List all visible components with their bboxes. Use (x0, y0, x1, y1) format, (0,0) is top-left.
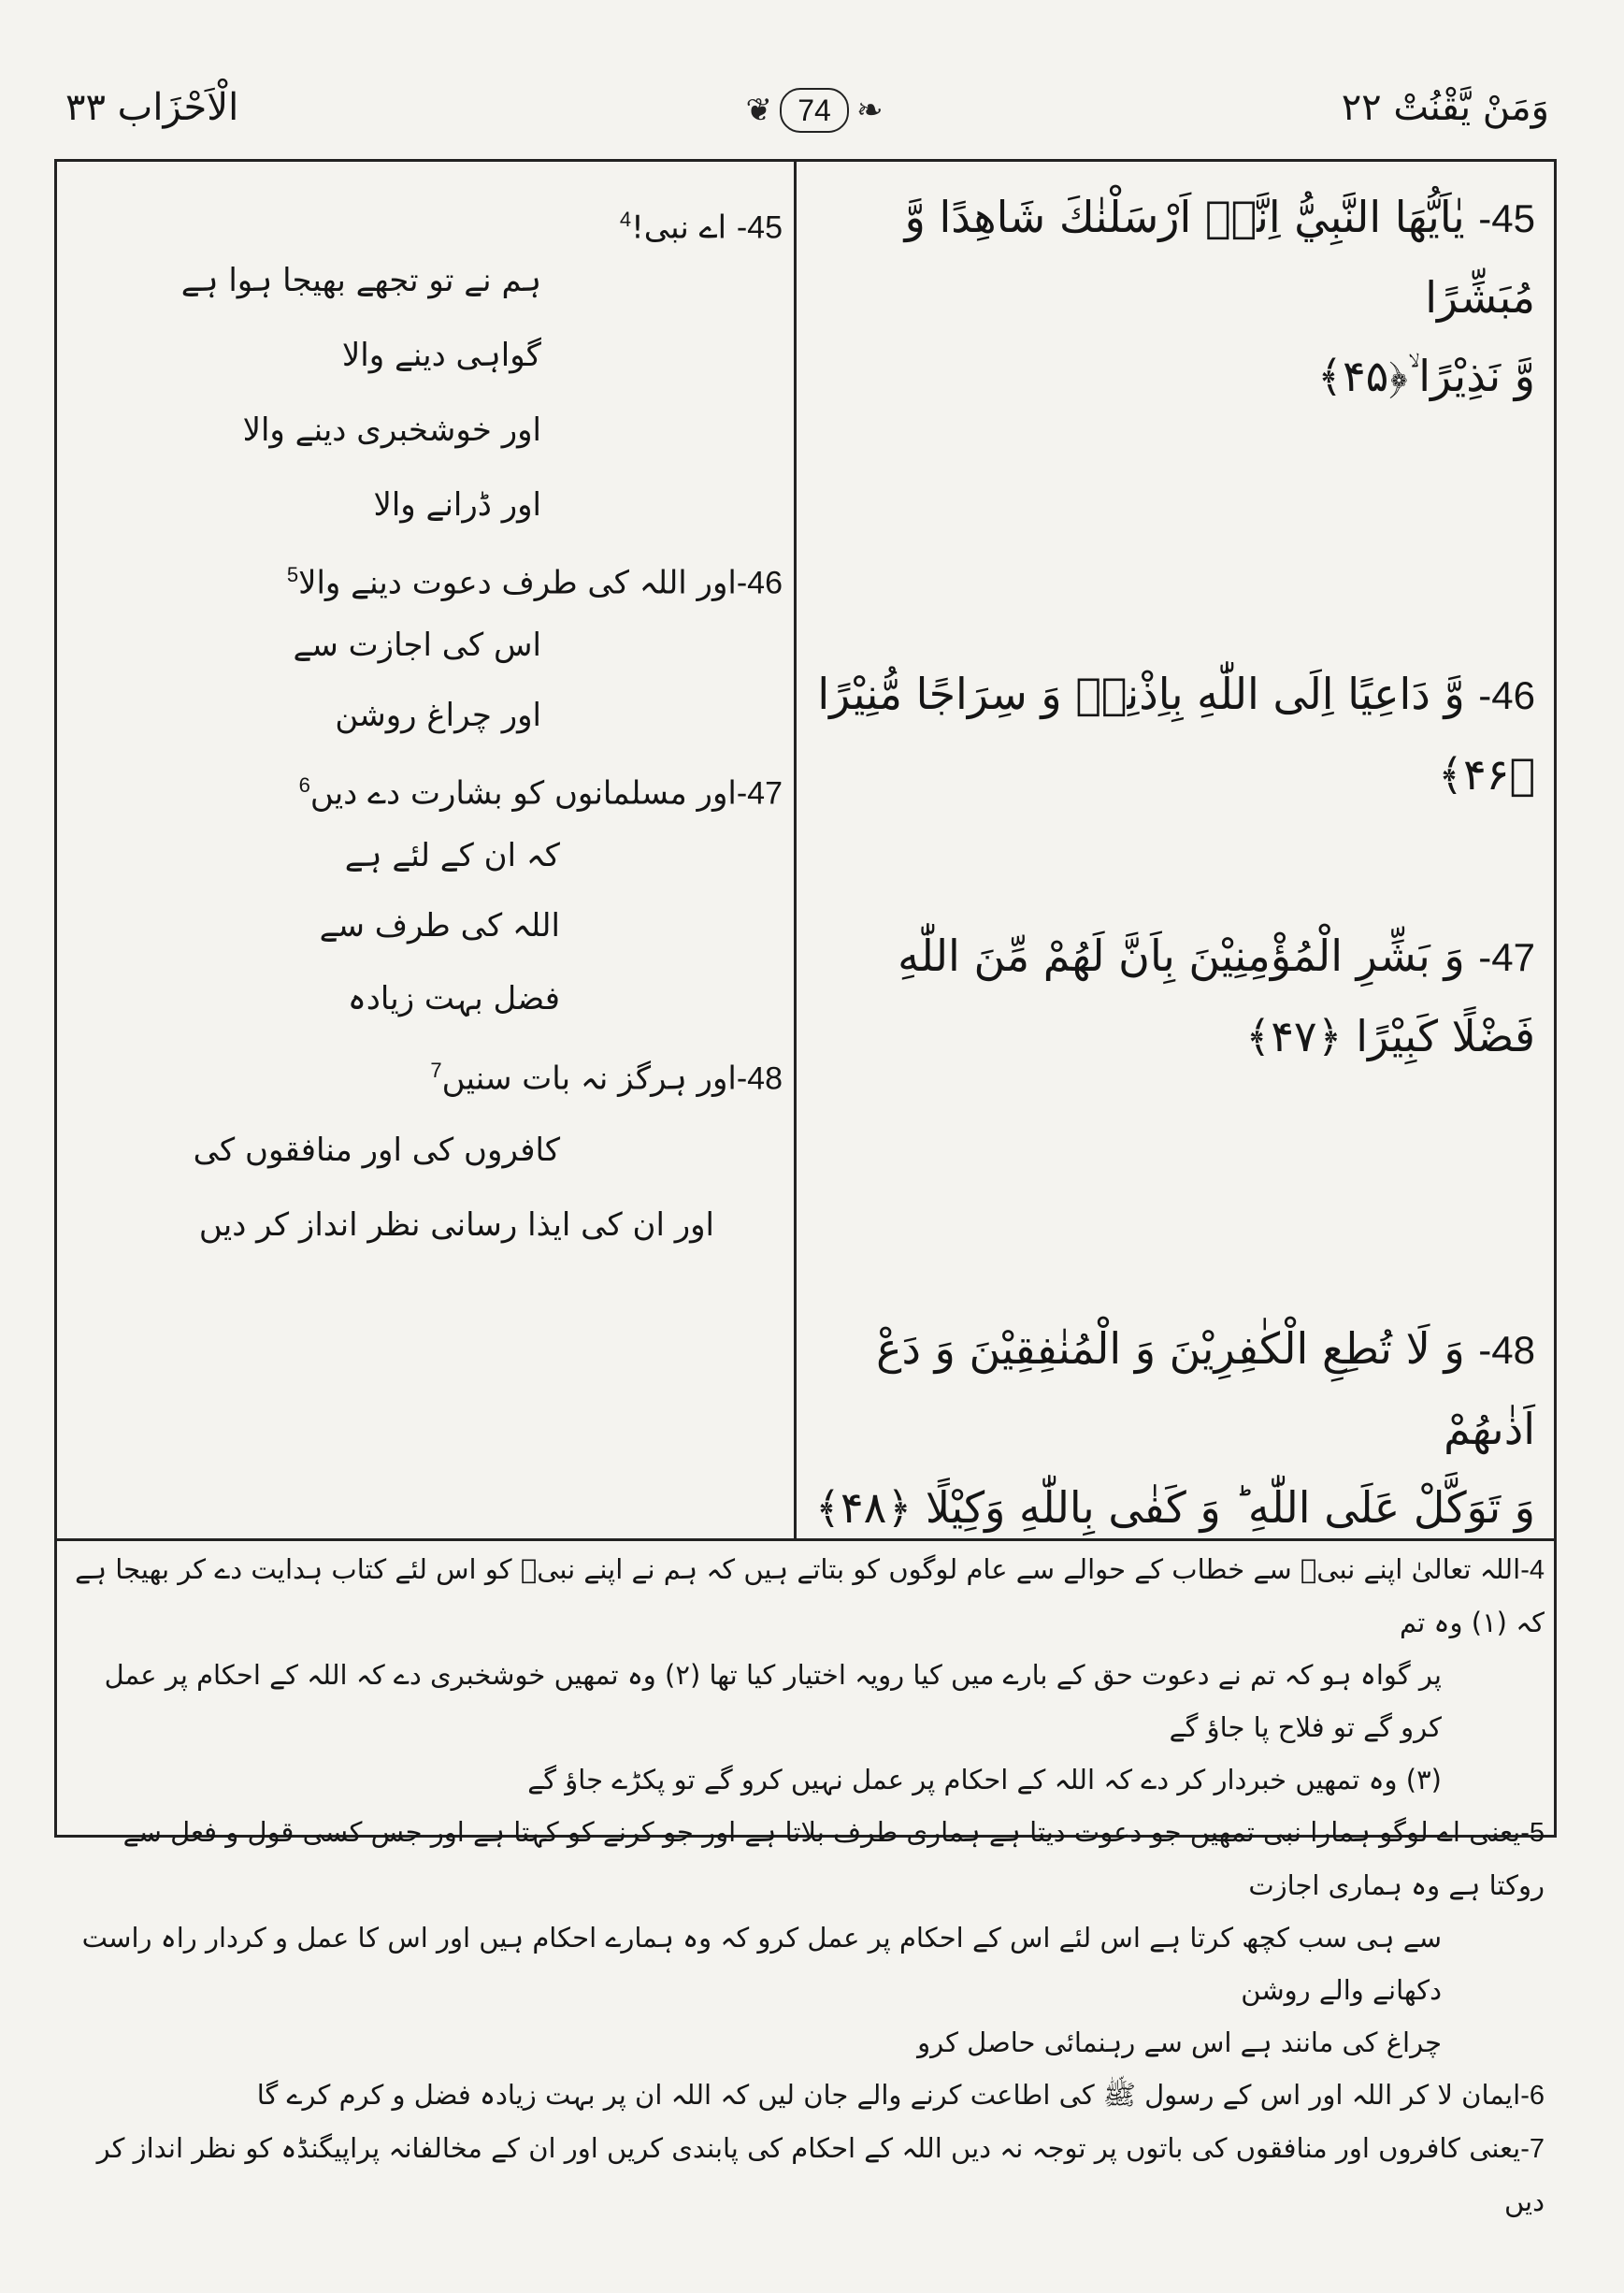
footnote-4 (67, 1543, 1545, 1649)
ayah-text: يٰاَيُّهَا النَّبِيُّ اِنَّاۤ اَرْسَلْنٰكَ شَاهِدًا وَّ مُبَشِّرًا (904, 192, 1535, 323)
footnote-text: یعنی اے لوگو ہمارا نبی تمھیں جو دعوت دیتا ہے ہماری طرف بلاتا ہے اور جو کرنے کو کہتا ہے اور جس کسی قول و فعل سے روکتا ہے وہ ہماری اجازت (122, 1816, 1545, 1901)
page-number: 74 (780, 88, 849, 133)
juz-header: وَمَنْ يَّقْنُتْ ٢٢ (1341, 86, 1549, 129)
surah-header: الْاَحْزَاب ٣٣ (65, 86, 239, 129)
footnote-5 (67, 1806, 1545, 1911)
ayah-text: وَ لَا تُطِعِ الْكٰفِرِيْنَ وَ الْمُنٰفِقِيْنَ وَ دَعْ اَذٰىهُمْ (876, 1323, 1535, 1454)
translation-line: اور ان کی ایذا رسانی نظر انداز کر دیں (198, 1206, 714, 1244)
footnote-marker: 4 (619, 208, 632, 231)
ornament-left-icon: ❦ (745, 92, 772, 129)
translation-head-48 (63, 1043, 783, 1099)
translation-line: اور خوشخبری دینے والا (242, 411, 541, 449)
ayah-45 (806, 178, 1535, 415)
ayah-number: 47- (1478, 935, 1535, 979)
translation-number: 45- (736, 209, 783, 246)
ayah-line (806, 655, 1535, 814)
footnote-line: چراغ کی مانند ہے اس سے رہنمائی حاصل کرو (917, 2026, 1442, 2058)
arabic-column (797, 159, 1554, 1538)
ayah-48 (806, 1309, 1535, 1547)
translation-line: فضل بہت زیادہ (347, 980, 560, 1017)
page-number-badge (721, 82, 908, 138)
ayah-46 (806, 655, 1535, 814)
footnotes (67, 1543, 1545, 2228)
translation-number: 46- (736, 565, 783, 601)
footnote-marker: 5 (286, 563, 299, 586)
footnote-number: 4- (1520, 1555, 1545, 1585)
ayah-line (806, 916, 1535, 997)
footnote-marker: 7 (430, 1059, 442, 1082)
translation-line: اور ڈرانے والا (373, 486, 541, 524)
ayah-line: وَّ نَذِيْرًا ۙ﴿۴۵﴾ (1316, 351, 1535, 401)
translation-text: اور ہرگز نہ بات سنیں (441, 1060, 737, 1098)
ayah-text: وَّ دَاعِيًا اِلَى اللّٰهِ بِاِذْنِهٖ وَ سِرَاجًا مُّنِيْرًا ﴿۴۶﴾ (817, 669, 1535, 800)
translation-head-47 (63, 757, 783, 814)
translation-line: اللہ کی طرف سے (319, 907, 560, 945)
footnote-line: (۳) وہ تمھیں خبردار کر دے کہ اللہ کے احکام پر عمل نہیں کرو گے تو پکڑے جاؤ گے (527, 1764, 1442, 1795)
translation-text: اے نبی! (631, 209, 727, 247)
ayah-number: 45- (1478, 196, 1535, 240)
translation-line: گواہی دینے والا (341, 337, 541, 374)
footnote-6 (67, 2069, 1545, 2122)
footnote-text: ایمان لا کر اللہ اور اس کے رسول ﷺ کی اطاعت کرنے والے جان لیں کہ اللہ ان پر بہت زیادہ فضل و کرم کرے گا (256, 2079, 1521, 2111)
footnote-line: پر گواہ ہو کہ تم نے دعوت حق کے بارے میں کیا رویہ اختیار کیا تھا (۲) وہ تمھیں خوشخبری دے کہ اللہ کے احکام پر عمل کرو گے تو فلاح پا جاؤ گے (104, 1659, 1442, 1743)
footnote-7 (67, 2122, 1545, 2228)
ayah-text: وَ بَشِّرِ الْمُؤْمِنِيْنَ بِاَنَّ لَهُمْ مِّنَ اللّٰهِ (898, 930, 1465, 981)
ayah-line: وَ تَوَكَّلْ عَلَى اللّٰهِ ؕ وَ كَفٰى بِاللّٰهِ وَكِيْلًا ﴿۴۸﴾ (814, 1482, 1535, 1533)
translation-text: اور مسلمانوں کو بشارت دے دیں (309, 774, 737, 813)
translation-line: کافروں کی اور منافقوں کی (193, 1132, 560, 1169)
ayah-number: 48- (1478, 1328, 1535, 1372)
ayah-line: فَضْلًا كَبِيْرًا ﴿۴۷﴾ (1245, 1011, 1535, 1061)
ornament-right-icon: ❧ (856, 92, 884, 129)
translation-head-45 (63, 192, 783, 248)
translation-text: اور اللہ کی طرف دعوت دینے والا (298, 564, 737, 602)
ayah-number: 46- (1478, 673, 1535, 717)
ayah-line (806, 1309, 1535, 1468)
translation-head-46 (63, 547, 783, 603)
footnote-number: 5- (1520, 1818, 1545, 1848)
translation-column (57, 159, 794, 1538)
footnote-marker: 6 (298, 773, 310, 797)
translation-line: کہ ان کے لئے ہے (344, 837, 560, 874)
footnote-number: 6- (1520, 2081, 1545, 2111)
translation-line: اس کی اجازت سے (293, 627, 541, 664)
translation-number: 47- (736, 775, 783, 812)
ayah-47 (806, 916, 1535, 1075)
footnote-text: یعنی کافروں اور منافقوں کی باتوں پر توجہ نہ دیں اللہ کے احکام کی پابندی کریں اور ان کے مخالفانہ پراپیگنڈہ کو نظر انداز کر دیں (96, 2132, 1545, 2217)
ayah-line (806, 178, 1535, 337)
footnote-line: سے ہی سب کچھ کرتا ہے اس لئے اس کے احکام پر عمل کرو کہ وہ ہمارے احکام ہیں اور اس کا عمل و کردار راہ راست دکھانے والے روشن (81, 1922, 1442, 2006)
translation-line: ہم نے تو تجھے بھیجا ہوا ہے (180, 262, 541, 299)
translation-line: اور چراغ روشن (335, 697, 541, 734)
footnote-number: 7- (1520, 2134, 1545, 2164)
footnote-text: اللہ تعالیٰ اپنے نبیؐ سے خطاب کے حوالے سے عام لوگوں کو بتاتے ہیں کہ ہم نے اپنے نبیؐ کو اس لئے کتاب ہدایت دے کر بھیجا ہے کہ (۱) وہ تم (75, 1553, 1545, 1638)
translation-number: 48- (736, 1060, 783, 1097)
